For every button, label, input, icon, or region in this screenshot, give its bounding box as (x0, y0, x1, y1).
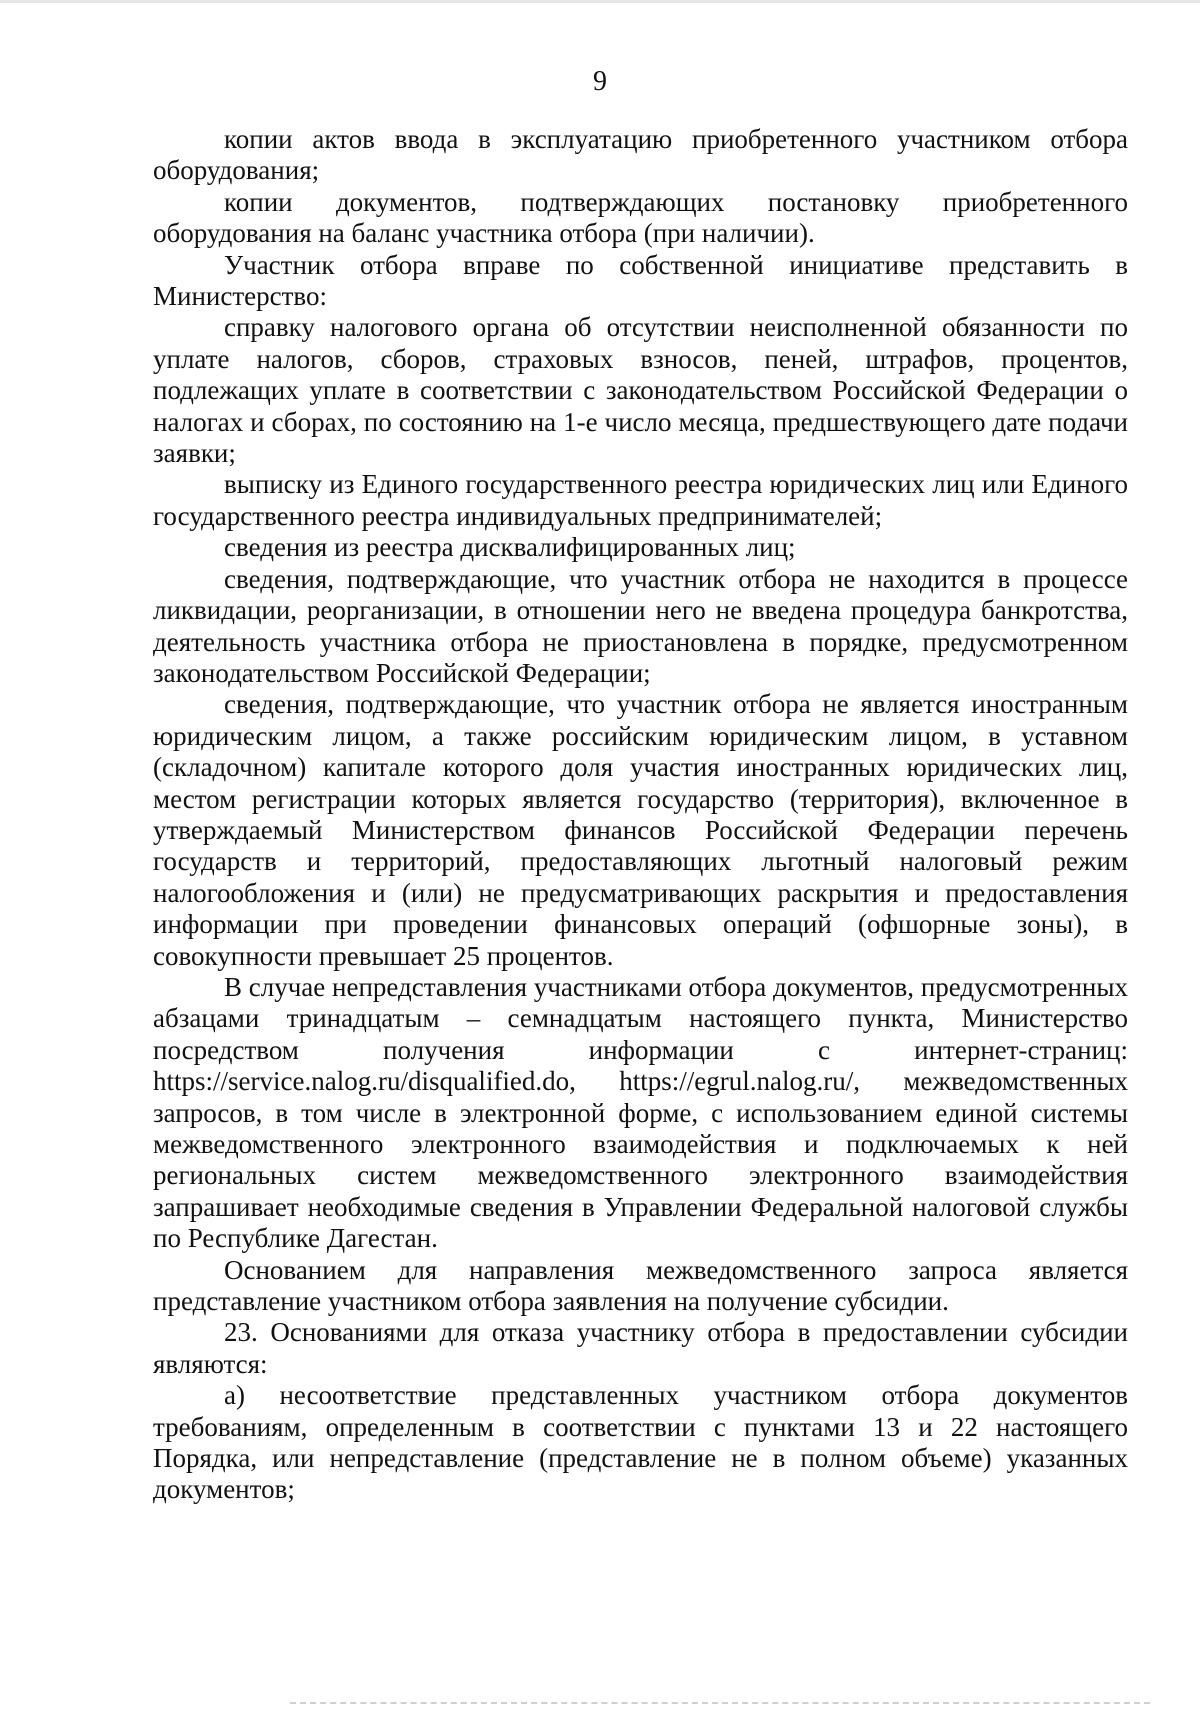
paragraph-12: а) несоответствие представленных участником отбора документов требованиям, определенным в соответствии с пунктами 13 и 22 настоящего Порядка, или непредставление (представление не в полном объеме) указанных документов; (153, 1380, 1128, 1505)
paragraph-8: сведения, подтверждающие, что участник отбора не является иностранным юридическим лицом, а также российским юридическим лицом, в уставном (складочном) капитале которого доля участия иностранных юридических лиц, местом регистрации которых является государство (территория), включенное в утверждаемый Министерством финансов Российской Федерации перечень государств и территорий, предоставляющих льготный налоговый режим налогообложения и (или) не предусматривающих раскрытия и предоставления информации при проведении финансовых операций (офшорные зоны), в совокупности превышает 25 процентов. (153, 689, 1128, 971)
paragraph-11: 23. Основаниями для отказа участнику отбора в предоставлении субсидии являются: (153, 1317, 1128, 1379)
paragraph-5: выписку из Единого государственного реестра юридических лиц или Единого государственного реестра индивидуальных предпринимателей; (153, 469, 1128, 531)
paragraph-9: В случае непредставления участниками отбора документов, предусмотренных абзацами тринадцатым – семнадцатым настоящего пункта, Министерство посредством получения информации с интернет-страниц: https://service.nalog.ru/disqualified.do, https://egrul.nalog.ru/, межведомственных запросов, в том числе в электронной форме, с использованием единой системы межведомственного электронного взаимодействия и подключаемых к ней региональных систем межведомственного электронного взаимодействия запрашивает необходимые сведения в Управлении Федеральной налоговой службы по Республике Дагестан. (153, 971, 1128, 1254)
paragraph-6: сведения из реестра дисквалифицированных лиц; (224, 532, 796, 563)
paragraph-7: сведения, подтверждающие, что участник отбора не находится в процессе ликвидации, реорганизации, в отношении него не введена процедура банкротства, деятельность участника отбора не приостановлена в порядке, предусмотренном законодательством Российской Федерации; (153, 563, 1128, 688)
page-number: 9 (593, 66, 607, 97)
paragraph-2: копии документов, подтверждающих постановку приобретенного оборудования на баланс участника отбора (при наличии). (153, 186, 1128, 249)
paragraph-10: Основанием для направления межведомственного запроса является представление участником отбора заявления на получение субсидии. (153, 1254, 1128, 1317)
scan-top-edge (0, 0, 1200, 3)
paragraph-1: копии актов ввода в эксплуатацию приобретенного участником отбора оборудования; (153, 124, 1128, 186)
scan-bottom-edge (290, 1702, 1150, 1706)
document-body (153, 124, 1128, 1506)
paragraph-4: справку налогового органа об отсутствии неисполненной обязанности по уплате налогов, сборов, страховых взносов, пеней, штрафов, процентов, подлежащих уплате в соответствии с законодательством Российской Федерации о налогах и сборах, по состоянию на 1-е число месяца, предшествующего дате подачи заявки; (153, 312, 1128, 469)
paragraph-3: Участник отбора вправе по собственной инициативе представить в Министерство: (153, 249, 1128, 312)
